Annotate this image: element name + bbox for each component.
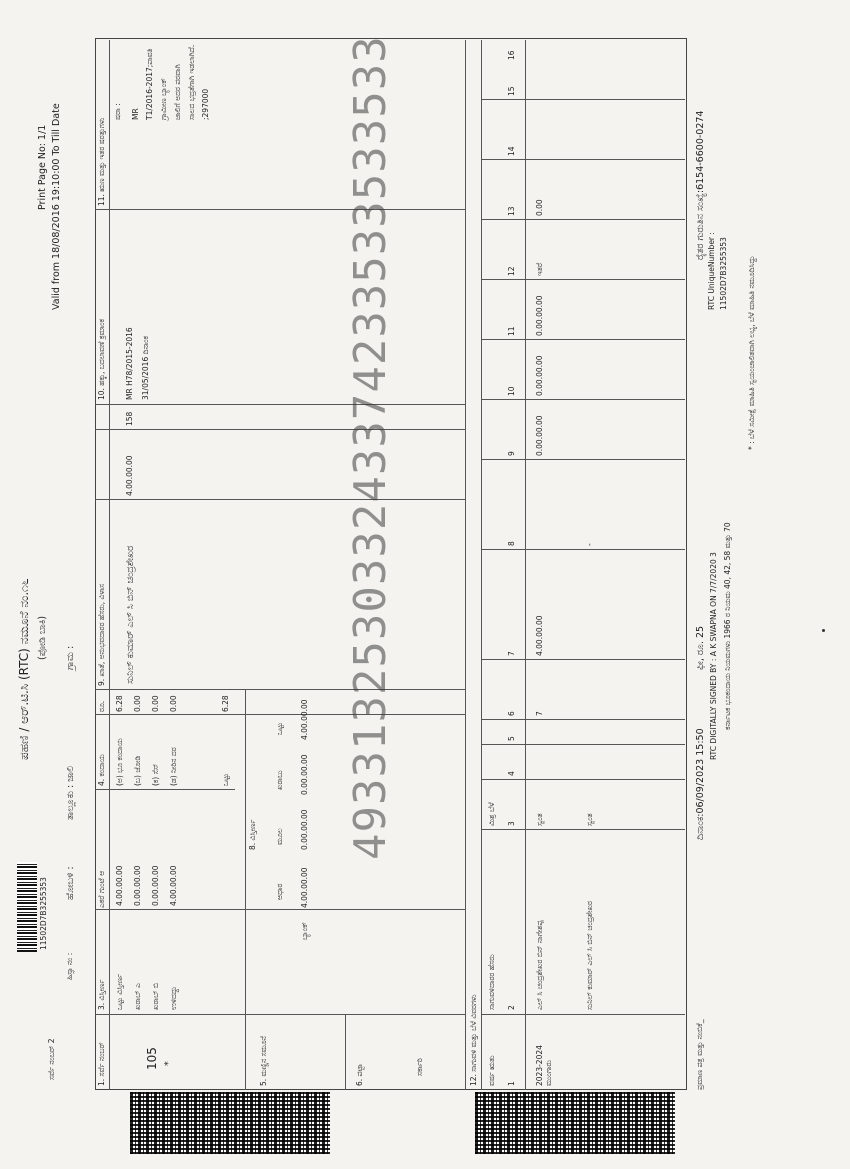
divider [95, 1014, 465, 1015]
land-row-label: ಒಟ್ಟು ವಿಸ್ತೀರ್ಣ [115, 973, 124, 1010]
speck [822, 629, 825, 632]
remark-line: T1/2016-2017;ಪಾವತಿ [145, 48, 154, 120]
hdr-line [109, 40, 110, 1090]
form-title: ಪಹಣಿ / ಆರ್.ಟಿ.ಸಿ (RTC) ನಮೂನೆ ನಂ.೧೬ [17, 578, 31, 760]
land-unit: ಎಕರೆ ಗುಂಟೆ ಆ [97, 870, 106, 908]
crop-col-num: 9 [507, 451, 516, 456]
taluk: ತಾಲ್ಲೂಕು : ಜಾಲಿ [65, 765, 76, 820]
validity: Valid from 18/08/2016 19:10:00 To Till Date [51, 103, 62, 310]
crop-col-num: 8 [507, 541, 516, 546]
footer-legal: ಕರ್ನಾಟಕ ಭೂಕಂದಾಯ ನಿಯಮಗಳು 1966 ರ ನಿಯಮ 40, 42, 58 ಮತ್ತು 70 [723, 522, 732, 730]
sect-line [245, 690, 246, 1015]
tenancy-row-label: ಬ್ಯಾಂಕ್ [300, 922, 309, 940]
crop-divider [481, 659, 685, 660]
crop-year: 2023-2024 ಮುಂಗಾರು [535, 1045, 553, 1086]
crop-divider [481, 719, 685, 720]
tax-total: 6.28 [221, 695, 230, 712]
tax-row-val: 0.00 [169, 695, 178, 712]
crop-divider [481, 779, 685, 780]
crop-no: 7 [535, 711, 544, 716]
crop-area: 4.00.00.00 [535, 615, 544, 656]
remark-line: ಗ್ರಾಮೀಣ ಬ್ಯಾಂಕ್ [159, 78, 168, 120]
crop-val-d: ಇತರೆ [535, 262, 544, 276]
remark-line: ;297000 [201, 88, 210, 120]
remark-line: ಸಾಲದ ಭದ್ರತೆಗಾಗಿ ಇಡಲಾಗಿದೆ. [187, 44, 196, 120]
mutation-date: 31/05/2016 ದಿನಾಂಕ [141, 336, 150, 400]
tax-rs: ರೂ. [97, 700, 106, 712]
crop-col-num: 10 [507, 386, 516, 396]
watermark: 493313253033243374233533533533 [345, 35, 396, 860]
tax-row-val: 0.00 [133, 695, 142, 712]
land-row-val: 0.00.00.00 [133, 865, 142, 906]
remark-line: MR [131, 108, 140, 120]
owner-header: 9. ಖಾತೆ, ಅನುಭವದಾರರ ಹೆಸರು, ವಿಳಾಸ [97, 583, 106, 686]
crop-section-line [465, 40, 466, 1090]
tenancy-val: 4.00.00.00 [300, 699, 309, 740]
land-header: 3. ವಿಸ್ತೀರ್ಣ [97, 979, 106, 1010]
land-row-label: ಉಳಿದದ್ದು [169, 986, 178, 1010]
tenancy-val: 4.00.00.00 [300, 867, 309, 908]
cultivator-1: ಎಲ್ ಸಿ ಚಂದ್ರಶೇಖರ ಬಿನ್ ನಾಗೇಶಪ್ಪ [535, 920, 544, 1010]
crop-header-line [525, 40, 526, 1090]
footer-date: ದಿನಾಂಕ:06/09/2023 15:50 [695, 728, 706, 840]
tenancy-col: ಖರಾಬು [275, 770, 284, 790]
tax-header: 4. ಕಂದಾಯ [97, 754, 106, 786]
tax-row-val: 0.00 [151, 695, 160, 712]
side-label-gov: ಸರ್ಕಾರಿ [415, 1058, 424, 1076]
survey-no: 105 [145, 1047, 159, 1070]
hissa-label: ಹಿಸ್ಸಾ ನಂ : [65, 952, 74, 980]
divider [95, 909, 465, 910]
hobli: ಹೋಬಳಿ : [65, 866, 76, 900]
village: ಗ್ರಾಮ : [65, 645, 76, 670]
footer-unique-label: RTC UniqueNumber : [707, 232, 716, 310]
crop-divider [481, 339, 685, 340]
print-page: Print Page No: 1/1 [37, 124, 48, 210]
footer-fee: ಫೀ, ರೂ. 25 [695, 625, 706, 670]
tax-row-label: (ಡ) ನೀರಿನ ದರ [169, 747, 178, 786]
crop-dash: - [585, 543, 594, 546]
crop-col-num: 14 [507, 146, 516, 156]
crop-val-b: 0.00.00.00 [535, 355, 544, 396]
crop-section-header: 12. ಸಾಗುವಳಿ ಮತ್ತು ಬೆಳೆ ವಿವರಗಳು [469, 994, 478, 1086]
crop-divider [481, 99, 685, 100]
crop-divider [481, 829, 685, 830]
tax-row-label: (ಕ) ಸೆಸ್ [151, 763, 160, 786]
mutation-header: 10. ಹಕ್ಕು, ಬದಲಾವಣೆ ಕ್ರಮಾಂಕ [97, 318, 106, 400]
footer-signed: RTC DIGITALLY SIGNED BY : A K SWAPNA ON 7/7/2020 3 [709, 552, 718, 760]
land-row-val: 0.00.00.00 [151, 865, 160, 906]
tenancy-val: 0.00.00.00 [300, 754, 309, 795]
crop-divider [481, 219, 685, 220]
crop-col-num: 15 [507, 86, 516, 96]
land-row-val: 4.00.00.00 [169, 865, 178, 906]
tenancy-col: ಆಧಾರ [275, 883, 284, 900]
side-label-5: 5. ಮಣ್ಣಿನ ಸಮೂನೆ [259, 1036, 268, 1086]
barcode [17, 862, 37, 952]
cultivator-2: ಸುನಿಲ್ ಕುಮಾರ್ ಎಲ್ ಸಿ ಬಿನ್ ಚಂದ್ರಶೇಖರ [585, 900, 594, 1010]
divider [95, 404, 465, 405]
sect-line [345, 1015, 346, 1090]
footer-unique-no: 11502D7B3255353 [719, 237, 728, 310]
qr-code-bottom [475, 1092, 675, 1154]
crop-val-e: 0.00 [535, 199, 544, 216]
divider [95, 209, 465, 210]
divider [95, 499, 465, 500]
crop-col-num: 1 [507, 1081, 516, 1086]
tax-total-label: ಒಟ್ಟು [221, 773, 230, 786]
col-survey-header: 1. ಸರ್ವೆ ನಂಬರ್ [97, 1042, 106, 1086]
tenancy-col: ಮೂಲ [275, 828, 284, 845]
tenancy-header: 8. ವಿಸ್ತೀರ್ಣ [248, 819, 257, 850]
crop-divider [481, 279, 685, 280]
tenancy-col: ಒಟ್ಟು [275, 722, 284, 735]
crop-divider [481, 744, 685, 745]
crop-sown: ಸ್ವಂತ [535, 813, 544, 826]
mutation: MR H78/2015-2016 [125, 327, 134, 400]
crop-col-label: ಮಿಶ್ರ ಬೆಳೆ [487, 802, 496, 826]
rtc-form [17, 35, 756, 1090]
crop-col-num: 6 [507, 711, 516, 716]
crop-col-label: ಸಾಗುವಳಿದಾರರ ಹೆಸರು [487, 954, 496, 1010]
tax-row-label: (ಬ) ಜೋಡಿ [133, 755, 142, 786]
form-subtitle: (ಪೋಡಿ ಬಾಕಿ) [37, 615, 48, 660]
remarks-header: 11. ಋಣ ಮತ್ತು ಇತರ ಷರತ್ತುಗಳು [97, 117, 106, 206]
crop-divider [481, 1014, 685, 1015]
hissa-val: * [163, 1061, 174, 1066]
crop-col-num: 2 [507, 1005, 516, 1010]
side-label-6: 6. ಪಟ್ಟಾ [355, 1063, 364, 1086]
crop-col-num: 16 [507, 50, 516, 60]
crop-col-num: 4 [507, 771, 516, 776]
owner-area: 4.00.00.00 [125, 455, 134, 496]
crop-col-num: 5 [507, 736, 516, 741]
owner-khata: 158 [125, 411, 134, 426]
footer-bottom-note: * : ಬೆಳೆ ಸಮೀಕ್ಷೆ ಮಾಹಿತಿ ಸ್ವಯಂಚಾಲಿತವಾಗಿ ಲಭ್ಯ, ಬೆಳೆ ಮಾಹಿತಿ ನಮೂದಿಸಿದ್ದು [747, 255, 756, 450]
crop-col-num: 13 [507, 206, 516, 216]
land-row-val: 4.00.00.00 [115, 865, 124, 906]
barcode-id: 11502D7B3255353 [39, 877, 48, 950]
crop-val-a: 0.00.00.00 [535, 415, 544, 456]
crop-col-num: 12 [507, 266, 516, 276]
remarks-sub: ಷರಾ : [113, 103, 122, 120]
divider [95, 789, 235, 790]
tax-row-val: 6.28 [115, 695, 124, 712]
crop-col-num: 3 [507, 821, 516, 826]
crop-sown-2: ಸ್ವಂತ [585, 813, 594, 826]
land-row-label: ಖರಾಬ್ ಬಿ [151, 982, 160, 1010]
remark-line: ಜಾಲಿಗೆ ಅದರ ಪರವಾಗಿ [173, 64, 182, 120]
crop-header-line [481, 40, 482, 1090]
footer-ref: ರೈತರ ಗುರುತಿನ ಸಂಖ್ಯೆ:6154-6600-0274 [695, 110, 706, 260]
crop-col-num: 7 [507, 651, 516, 656]
tax-row-label: (ಅ) ಭೂ ಕಂದಾಯ [115, 738, 124, 786]
land-row-label: ಖರಾಬ್ ಎ [133, 983, 142, 1010]
survey-label: ಸರ್ವೆ ನಂಬರ್ 2 [47, 1038, 56, 1080]
crop-divider [481, 549, 685, 550]
crop-col-label: ವರ್ಷ ಋತು [487, 1055, 496, 1086]
footer-left-note: ಪ್ರಮಾಣ ಪತ್ರ ಮತ್ತು ನಂಬಿಕೆ_ [695, 1019, 704, 1090]
owner-name: ಸುನಿಲ್ ಕುಮಾರ್ ಎಲ್ ಸಿ ಬಿನ್ ಚಂದ್ರಶೇಖರ [125, 545, 136, 684]
divider [95, 689, 465, 690]
divider [95, 429, 465, 430]
crop-divider [481, 159, 685, 160]
crop-val-c: 0.00.00.00 [535, 295, 544, 336]
crop-col-num: 11 [507, 326, 516, 336]
crop-divider [481, 399, 685, 400]
tenancy-val: 0.00.00.00 [300, 809, 309, 850]
divider [95, 714, 465, 715]
crop-divider [481, 459, 685, 460]
qr-code-top [130, 1092, 330, 1154]
